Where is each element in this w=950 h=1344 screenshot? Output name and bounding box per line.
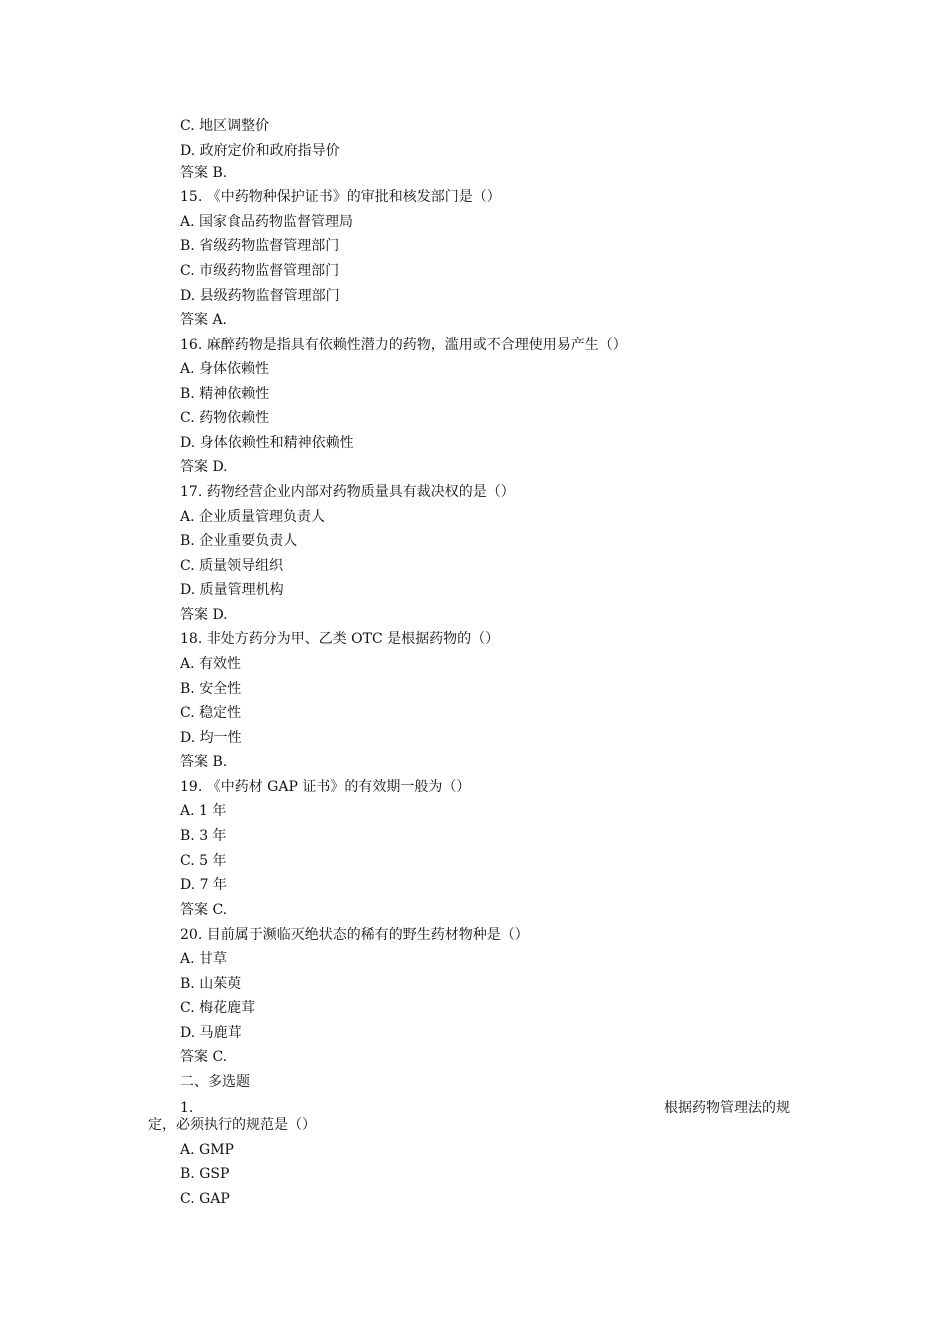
option-line: B. 省级药物监督管理部门	[180, 238, 340, 254]
option-line: C. GAP	[180, 1191, 230, 1207]
option-line: C. 市级药物监督管理部门	[180, 263, 340, 279]
answer-line: 答案 A.	[180, 312, 228, 328]
option-line: B. 3 年	[180, 828, 227, 844]
question-line: 19. 《中药材 GAP 证书》的有效期一般为（）	[180, 779, 471, 795]
option-line: C. 稳定性	[180, 705, 242, 721]
question-line: 17. 药物经营企业内部对药物质量具有裁决权的是（）	[180, 484, 515, 500]
question-line: 16. 麻醉药物是指具有依赖性潜力的药物，滥用或不合理使用易产生（）	[180, 337, 627, 353]
option-line: A. 身体依赖性	[180, 361, 270, 377]
option-line: D. 7 年	[180, 877, 227, 893]
option-line: C. 药物依赖性	[180, 410, 270, 426]
answer-line: 答案 D.	[180, 607, 228, 623]
question-line: 18. 非处方药分为甲、乙类 OTC 是根据药物的（）	[180, 631, 500, 647]
section-heading: 二、多选题	[180, 1074, 250, 1090]
option-line: A. 国家食品药物监督管理局	[180, 214, 354, 230]
option-line: D. 马鹿茸	[180, 1025, 242, 1041]
option-line: B. 精神依赖性	[180, 386, 270, 402]
option-line: B. 企业重要负责人	[180, 533, 298, 549]
multi-question-text: 根据药物管理法的规	[664, 1100, 790, 1116]
option-line: A. 甘草	[180, 951, 228, 967]
answer-line: 答案 C.	[180, 902, 228, 918]
option-line: D. 身体依赖性和精神依赖性	[180, 435, 354, 451]
option-line: C. 5 年	[180, 853, 227, 869]
answer-line: 答案 D.	[180, 459, 228, 475]
answer-line: 答案 C.	[180, 1049, 228, 1065]
multi-question-text-continued: 定，必须执行的规范是（）	[148, 1117, 316, 1133]
option-line: D. 县级药物监督管理部门	[180, 288, 340, 304]
option-line: C. 地区调整价	[180, 118, 270, 134]
question-line: 15. 《中药物种保护证书》的审批和核发部门是（）	[180, 189, 501, 205]
option-line: B. 山茱萸	[180, 976, 242, 992]
multi-question-number: 1.	[180, 1100, 194, 1116]
option-line: D. 政府定价和政府指导价	[180, 143, 340, 159]
option-line: A. 1 年	[180, 803, 227, 819]
question-line: 20. 目前属于濒临灭绝状态的稀有的野生药材物种是（）	[180, 927, 529, 943]
option-line: A. 企业质量管理负责人	[180, 509, 326, 525]
option-line: A. 有效性	[180, 656, 242, 672]
answer-line: 答案 B.	[180, 754, 228, 770]
option-line: B. 安全性	[180, 681, 242, 697]
option-line: D. 质量管理机构	[180, 582, 284, 598]
option-line: D. 均一性	[180, 730, 242, 746]
option-line: B. GSP	[180, 1166, 230, 1182]
option-line: A. GMP	[180, 1142, 234, 1158]
option-line: C. 质量领导组织	[180, 558, 284, 574]
option-line: C. 梅花鹿茸	[180, 1000, 256, 1016]
answer-line: 答案 B.	[180, 165, 228, 181]
